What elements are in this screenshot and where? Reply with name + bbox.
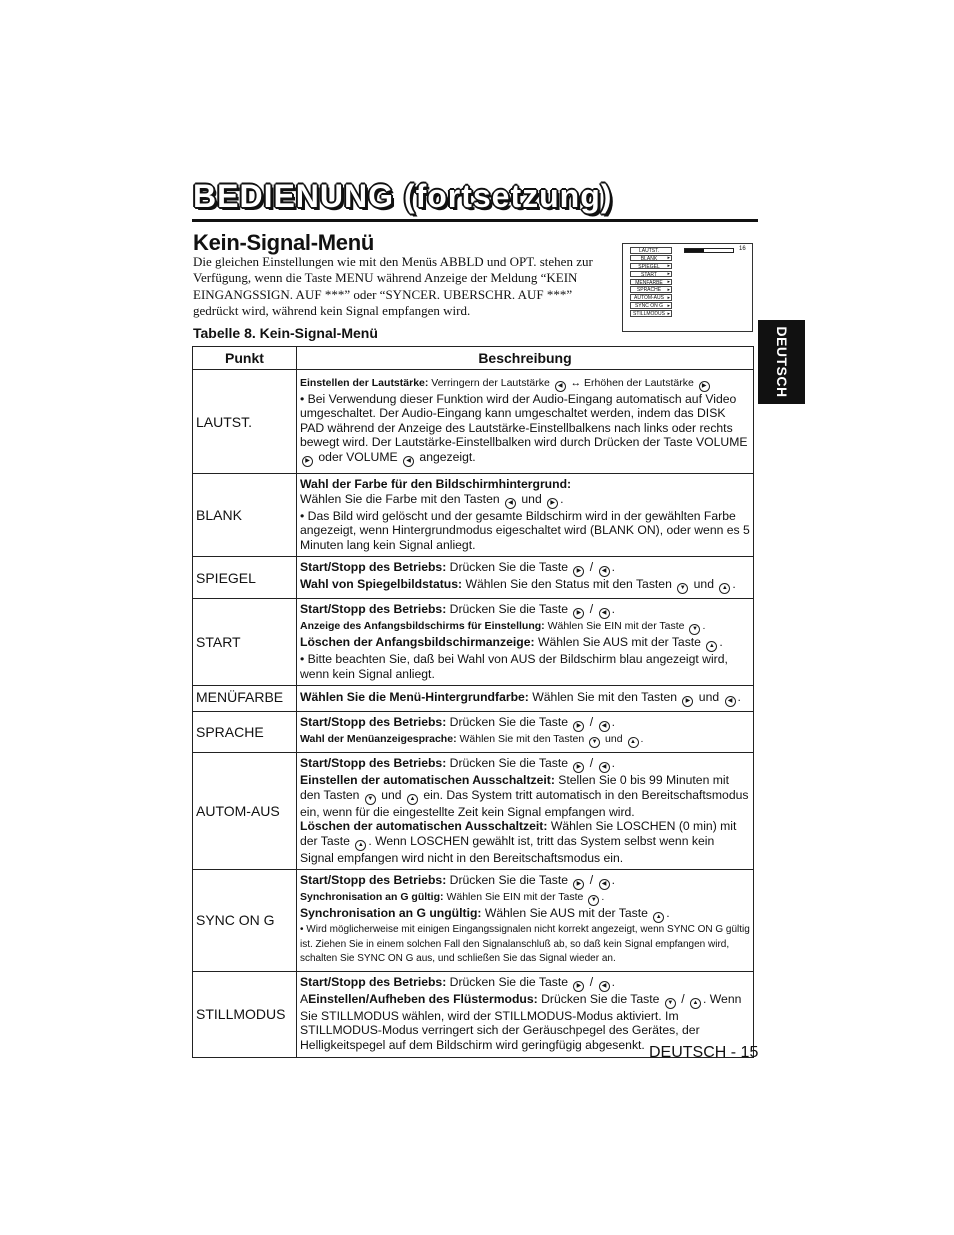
right-button-icon: ▶ — [573, 608, 584, 619]
table-row — [193, 870, 754, 972]
row-description: Start/Stopp des Betriebs: Drücken Sie die Taste ▶ / ◀ . Wahl von Spiegelbildstatus: Wählen Sie den Status mit den Tasten ▼ und ▲ . — [297, 557, 754, 599]
row-label: STILLMODUS — [193, 971, 297, 1057]
page-title: BEDIENUNG (fortsetzung) — [193, 178, 613, 214]
table-row — [193, 712, 754, 753]
left-button-icon: ◀ — [725, 696, 736, 707]
table-caption: Tabelle 8. Kein-Signal-Menü — [193, 325, 378, 341]
menu-item: MENFARBE ▸ — [630, 279, 672, 286]
title-rule — [192, 219, 758, 222]
row-label: SPIEGEL — [193, 557, 297, 599]
table-row — [193, 557, 754, 599]
row-description: Start/Stopp des Betriebs: Drücken Sie die Taste ▶ / ◀ . Einstellen der automatischen Ausschaltzeit: Stellen Sie 0 bis 99 Minuten mit den Tasten ▼ und ▲ ein. Das System tritt automatisch in den Bereitschaftsmodus ein, wenn für die eingestellte Zeit kein Signal empfangen wird. Löschen der automatischen Ausschaltzeit: Wählen Sie LOSCHEN (0 min) mit der Taste ▲ . Wenn LOSCHEN gewählt ist, tritt das System selbst wenn kein Signal empfangen wird nicht in den Bereitschaftsmodus ein. — [297, 753, 754, 870]
table-row — [193, 370, 754, 474]
up-button-icon: ▲ — [628, 737, 639, 748]
left-button-icon: ◀ — [599, 608, 610, 619]
column-header-punkt: Punkt — [193, 347, 297, 370]
right-button-icon: ▶ — [547, 498, 558, 509]
row-description: Wahl der Farbe für den Bildschirmhintergrund: Wählen Sie die Farbe mit den Tasten ◀ und ▶ . • Das Bild wird gelöscht und der gesamte Bildschirm wird in der gewählten Farbe angezeigt, wenn Hintergrundmodus eigeschaltet wird (BLANK ON), oder wenn es 5 Minuten lang kein Signal anliegt. — [297, 474, 754, 557]
row-label: START — [193, 599, 297, 686]
menu-item-list — [630, 247, 672, 318]
table-row — [193, 474, 754, 557]
left-button-icon: ◀ — [599, 566, 610, 577]
row-label: AUTOM-AUS — [193, 753, 297, 870]
row-label: BLANK — [193, 474, 297, 557]
right-button-icon: ▶ — [699, 381, 710, 392]
table-header-row — [193, 347, 754, 370]
row-description: Start/Stopp des Betriebs: Drücken Sie die Taste ▶ / ◀ . Anzeige des Anfangsbildschirms für Einstellung: Wählen Sie EIN mit der Taste ▼ . Löschen der Anfangsbildschirmanzeige: Wählen Sie AUS mit der Taste ▲ . • Bitte beachten Sie, daß bei Wahl von AUS der Bildschirm blau angezeigt wird, wenn kein Signal anliegt. — [297, 599, 754, 686]
row-description: Start/Stopp des Betriebs: Drücken Sie die Taste ▶ / ◀ . AEinstellen/Aufheben des Flüstermodus: Drücken Sie die Taste ▼ / ▲ . Wenn Sie STILLMODUS wählen, wird der STILLMODUS-Modus aktiviert. Im STILLMODUS-Modus verringert sich der Geräuschpegel des Gerätes, der Helligkeitspegel auf dem Bildschirm wird geringfügig abgesenkt. — [297, 971, 754, 1057]
menu-item: BLANK ▸ — [630, 255, 672, 262]
page-number: DEUTSCH - 15 — [649, 1044, 759, 1061]
table-row — [193, 599, 754, 686]
right-button-icon: ▶ — [302, 456, 313, 467]
right-button-icon: ▶ — [573, 721, 584, 732]
menu-item: STILLMODUS ▸ — [630, 310, 672, 317]
menu-item: SPRACHE ▸ — [630, 286, 672, 293]
menu-item: SPIEGEL ▸ — [630, 263, 672, 270]
right-button-icon: ▶ — [573, 879, 584, 890]
menu-item: LAUTST. — [630, 247, 672, 254]
menu-item: SYNC ON G ▸ — [630, 302, 672, 309]
row-description: Start/Stopp des Betriebs: Drücken Sie die Taste ▶ / ◀ . Synchronisation an G gültig: Wählen Sie EIN mit der Taste ▼ . Synchronisation an G ungültig: Wählen Sie AUS mit der Taste ▲ . • Wird möglicherweise mit einigen Eingangssignalen nicht korrekt angezeigt, wenn SYNC ON G gültig ist. Ziehen Sie in einem solchen Fall den Signalanschluß ab, so daß kein Signal empfangen wird, schalten Sie SYNC ON G aus, und schließen Sie das Signal wieder an. — [297, 870, 754, 972]
right-button-icon: ▶ — [573, 762, 584, 773]
up-button-icon: ▲ — [355, 840, 366, 851]
down-button-icon: ▼ — [589, 737, 600, 748]
up-button-icon: ▲ — [690, 998, 701, 1009]
column-header-beschreibung: Beschreibung — [297, 347, 754, 370]
down-button-icon: ▼ — [365, 794, 376, 805]
right-button-icon: ▶ — [573, 566, 584, 577]
right-button-icon: ▶ — [573, 981, 584, 992]
section-title: Kein-Signal-Menü — [193, 230, 374, 255]
row-label: SYNC ON G — [193, 870, 297, 972]
menu-item: AUTOM-AUS ▸ — [630, 294, 672, 301]
down-button-icon: ▼ — [689, 624, 700, 635]
up-button-icon: ▲ — [719, 583, 730, 594]
down-button-icon: ▼ — [665, 998, 676, 1009]
table-row — [193, 686, 754, 712]
row-description: Einstellen der Lautstärke: Verringern der Lautstärke ◀ ↔ Erhöhen der Lautstärke ▶ • Bei Verwendung dieser Funktion wird der Audio-Eingang automatisch auf Video umgeschaltet. Der Audio-Eingang kann umgeschaltet werden, indem das DISK PAD während der Anzeige des Lautstärke-Einstellbalkens nach links oder rechts bewegt wird. Der Lautstärke-Einstellbalken wird durch Drücken der Taste VOLUME ▶ oder VOLUME ◀ angezeigt. — [297, 370, 754, 474]
row-label: SPRACHE — [193, 712, 297, 753]
left-button-icon: ◀ — [599, 762, 610, 773]
side-tab-label: DEUTSCH — [773, 326, 790, 398]
intro-paragraph: Die gleichen Einstellungen wie mit den Menüs ABBLD und OPT. stehen zur Verfügung, wenn die Taste MENU während Anzeige der Meldung “KEIN EINGANGSSIGN. AUF ***” oder “SYNCER. UBERSCHR. AUF ***” gedrückt wird, während kein Signal empfangen wird. — [193, 254, 593, 318]
up-button-icon: ▲ — [653, 912, 664, 923]
row-label: MENÜFARBE — [193, 686, 297, 712]
volume-bar-fill — [685, 249, 704, 252]
menu-item: START ▸ — [630, 271, 672, 278]
row-description: Wählen Sie die Menü-Hintergrundfarbe: Wählen Sie mit den Tasten ▶ und ◀ . — [297, 686, 754, 712]
row-description: Start/Stopp des Betriebs: Drücken Sie die Taste ▶ / ◀ . Wahl der Menüanzeigesprache: Wählen Sie mit den Tasten ▼ und ▲ . — [297, 712, 754, 753]
right-button-icon: ▶ — [682, 696, 693, 707]
left-button-icon: ◀ — [555, 381, 566, 392]
left-button-icon: ◀ — [505, 498, 516, 509]
up-button-icon: ▲ — [407, 794, 418, 805]
row-label: LAUTST. — [193, 370, 297, 474]
left-button-icon: ◀ — [403, 456, 414, 467]
up-button-icon: ▲ — [706, 641, 717, 652]
table-row — [193, 753, 754, 870]
left-button-icon: ◀ — [599, 721, 610, 732]
menu-illustration — [622, 243, 753, 332]
left-button-icon: ◀ — [599, 981, 610, 992]
volume-value: 16 — [739, 246, 746, 252]
down-button-icon: ▼ — [588, 895, 599, 906]
language-side-tab — [758, 320, 805, 404]
left-button-icon: ◀ — [599, 879, 610, 890]
down-button-icon: ▼ — [677, 583, 688, 594]
settings-table — [192, 346, 754, 1058]
volume-bar — [684, 248, 734, 253]
